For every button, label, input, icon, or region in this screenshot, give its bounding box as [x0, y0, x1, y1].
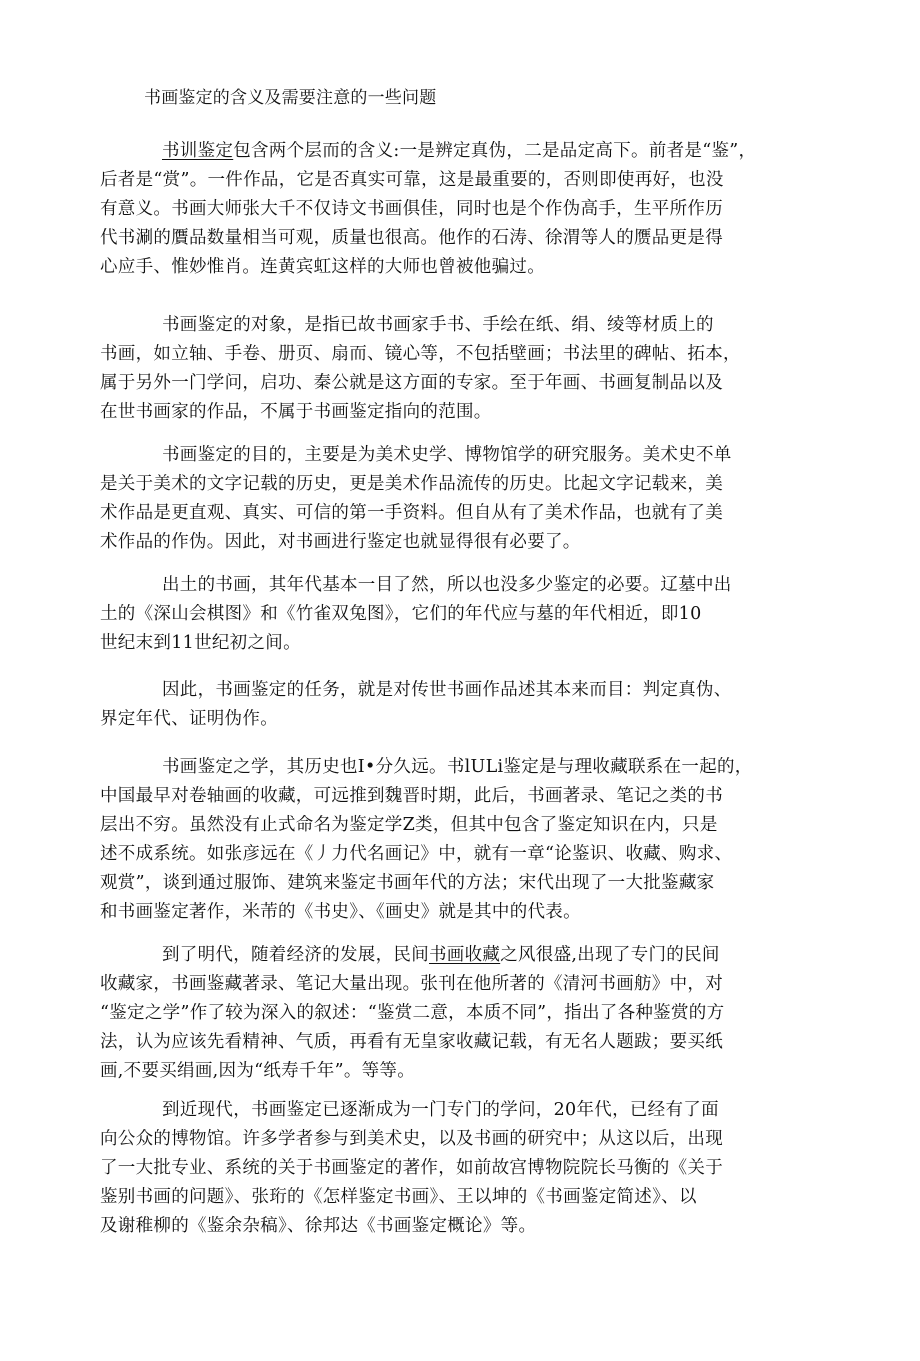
line-text: 层出不穷。虽然没有止式命名为鉴定学Z类，但其中包含了鉴定知识在内，只是	[100, 815, 718, 835]
line-text: 向公众的博物馆。许多学者参与到美术史，以及书画的研究中；从这以后，出现	[100, 1129, 723, 1149]
paragraph	[100, 941, 820, 1086]
paragraph-line	[100, 869, 820, 898]
paragraph-line	[100, 137, 820, 166]
paragraph	[100, 311, 820, 427]
paragraph-line	[100, 398, 820, 427]
line-text: 因此，书画鉴定的任务，就是对传世书画作品述其本来而目：判定真伪、	[162, 680, 732, 700]
line-text: 包含两个层而的含义:一是辨定真伪，二是品定高下。前者是“鉴”，	[233, 141, 757, 161]
line-text: 书画鉴定之学，其历史也I•分久远。书lULi鉴定是与理收藏联系在一起的，	[162, 757, 753, 777]
paragraph-line	[100, 311, 820, 340]
paragraph-line	[100, 811, 820, 840]
paragraph-line	[100, 705, 820, 734]
line-text: 术作品是更直观、真实、可信的第一手资料。但自从有了美术作品，也就有了美	[100, 503, 723, 523]
line-text: 心应手、惟妙惟肖。连黄宾虹这样的大师也曾被他骗过。	[100, 257, 545, 277]
line-text: 之风很盛,出现了专门的民间	[500, 945, 720, 965]
line-text: “鉴定之学”作了较为深入的叙述：“鉴赏二意，本质不同”，指出了各种鉴赏的方	[100, 1003, 725, 1023]
paragraph-line	[100, 970, 820, 999]
paragraph-line	[100, 195, 820, 224]
paragraph-line	[100, 441, 820, 470]
underlined-term: 书画收藏	[429, 945, 501, 965]
paragraph-line	[100, 470, 820, 499]
paragraph-line	[100, 1057, 820, 1086]
line-text: 观赏”，谈到通过服饰、建筑来鉴定书画年代的方法；宋代出现了一大批鉴藏家	[100, 873, 715, 893]
paragraph	[100, 137, 820, 282]
paragraph-line	[100, 999, 820, 1028]
paragraph-line	[100, 528, 820, 557]
paragraph	[100, 753, 820, 927]
line-text: 术作品的作伪。因此，对书画进行鉴定也就显得很有必要了。	[100, 532, 581, 552]
paragraph-line	[100, 629, 820, 658]
paragraph	[100, 441, 820, 557]
paragraph	[100, 1096, 820, 1241]
paragraph-line	[100, 499, 820, 528]
line-text-before: 到了明代，随着经济的发展，民间	[162, 945, 429, 965]
paragraph-line	[100, 224, 820, 253]
document-title: 书画鉴定的含义及需要注意的一些问题	[144, 88, 437, 108]
paragraph-line	[100, 1212, 820, 1241]
line-text: 和书画鉴定著作，米芾的《书史》、《画史》就是其中的代表。	[100, 902, 581, 922]
paragraph-line	[100, 1183, 820, 1212]
line-text: 出土的书画，其年代基本一目了然，所以也没多少鉴定的必要。辽墓中出	[162, 575, 732, 595]
paragraph-line	[100, 340, 820, 369]
paragraph-line	[100, 840, 820, 869]
line-text: 世纪末到11世纪初之间。	[100, 633, 301, 653]
line-text: 在世书画家的作品，不属于书画鉴定指向的范围。	[100, 402, 492, 422]
line-text: 述不成系统。如张彦远在《丿力代名画记》中，就有一章“论鉴识、收藏、购求、	[100, 844, 733, 864]
line-text: 属于另外一门学问，启功、秦公就是这方面的专家。至于年画、书画复制品以及	[100, 373, 723, 393]
paragraph-line	[100, 1154, 820, 1183]
line-text: 代书涮的贋品数量相当可观，质量也很高。他作的石涛、徐渭等人的赝品更是得	[100, 228, 723, 248]
line-text: 及谢稚柳的《鉴余杂稿》、徐邦达《书画鉴定概论》等。	[100, 1216, 537, 1236]
paragraph	[100, 571, 820, 658]
paragraph-line	[100, 1028, 820, 1057]
paragraph-line	[100, 253, 820, 282]
line-text: 画,不要买绢画,因为“纸寿千年”。等等。	[100, 1061, 416, 1081]
line-text: 界定年代、证明伪作。	[100, 709, 278, 729]
paragraph	[100, 676, 820, 734]
paragraph-line	[100, 898, 820, 927]
line-text: 有意义。书画大师张大千不仅诗文书画俱佳，同时也是个作伪高手，生平所作历	[100, 199, 723, 219]
line-text: 后者是“赏”。一件作品，它是否真实可靠，这是最重要的，否则即使再好，也没	[100, 170, 724, 190]
line-text: 收藏家，书画鉴藏著录、笔记大量出现。张刊在他所著的《清河书画舫》中，对	[100, 974, 723, 994]
line-text: 法，认为应该先看精神、气质，再看有无皇家收藏记载，有无名人题跋；要买纸	[100, 1032, 723, 1052]
line-text: 书画鉴定的目的，主要是为美术史学、博物馆学的研究服务。美术史不单	[162, 445, 732, 465]
line-text: 书画鉴定的对象，是指已故书画家手书、手绘在纸、绢、绫等材质上的	[162, 315, 714, 335]
line-text: 中国最早对卷轴画的收藏，可远推到魏晋时期，此后，书画著录、笔记之类的书	[100, 786, 723, 806]
line-text: 书画，如立轴、手卷、册页、扇而、镜心等，不包括壁画；书法里的碑帖、拓本，	[100, 344, 741, 364]
line-text: 了一大批专业、系统的关于书画鉴定的著作，如前故宫博物院院长马衡的《关于	[100, 1158, 723, 1178]
paragraph-line	[100, 753, 820, 782]
paragraph-line	[100, 1096, 820, 1125]
paragraph-line	[100, 782, 820, 811]
paragraph-line	[100, 571, 820, 600]
paragraph-line	[100, 1125, 820, 1154]
underlined-term: 书训鉴定	[162, 141, 234, 161]
paragraph-line	[100, 369, 820, 398]
line-text: 是关于美术的文字记载的历史，更是美术作品流传的历史。比起文字记载来，美	[100, 474, 723, 494]
paragraph-line	[100, 166, 820, 195]
line-text: 到近现代，书画鉴定已逐渐成为一门专门的学问，20年代，已经有了面	[162, 1100, 719, 1120]
line-text: 土的《深山会棋图》和《竹雀双兔图》，它们的年代应与墓的年代相近，即10	[100, 604, 702, 624]
paragraph-line	[100, 941, 820, 970]
paragraph-line	[100, 600, 820, 629]
line-text: 鉴别书画的问题》、张珩的《怎样鉴定书画》、王以坤的《书画鉴定简述》、以	[100, 1187, 697, 1207]
paragraph-line	[100, 676, 820, 705]
